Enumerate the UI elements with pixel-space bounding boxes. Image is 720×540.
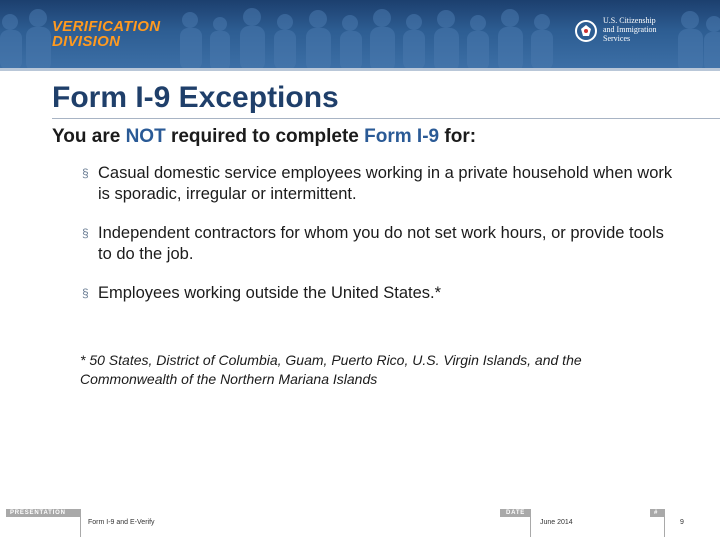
list-item-text: Independent contractors for whom you do not set work hours, or provide tools to do the job.: [98, 224, 664, 263]
dhs-seal-icon: [574, 19, 598, 43]
bullet-marker: §: [82, 166, 89, 180]
subtitle-text-1: You are: [52, 126, 126, 147]
list-item-text: Employees working outside the United States.*: [98, 284, 442, 302]
uscis-wordmark: [603, 16, 683, 43]
presentation-label: PRESENTATION: [10, 510, 66, 516]
agency-line-2: and Immigration: [603, 25, 657, 34]
subtitle-text-2: required to complete: [165, 126, 365, 147]
subtitle-not-emphasis: NOT: [125, 126, 166, 147]
date-label: DATE: [506, 510, 526, 516]
slide-footer: [0, 505, 720, 540]
division-line-1: VERIFICATION: [52, 18, 161, 35]
page-label: #: [654, 510, 659, 516]
slide-title: Form I-9 Exceptions: [52, 81, 339, 114]
list-item: [80, 223, 680, 265]
footer-divider: [80, 509, 81, 537]
subtitle-text-3: for:: [439, 126, 477, 147]
footnote: * 50 States, District of Columbia, Guam, Puerto Rico, U.S. Virgin Islands, and the Commonwealth of the Northern Mariana Islands: [80, 352, 582, 387]
list-item-text: Casual domestic service employees working in a private household when work is sporadic, irregular or intermittent.: [98, 164, 673, 203]
list-item: [80, 283, 680, 304]
bullet-marker: §: [82, 286, 89, 300]
title-divider: [52, 118, 720, 119]
date-value: June 2014: [540, 519, 573, 526]
bullet-marker: §: [82, 226, 89, 240]
presentation-value: Form I-9 and E-Verify: [88, 519, 155, 526]
division-line-2: DIVISION: [52, 33, 121, 50]
slide-subtitle: [52, 125, 476, 149]
subtitle-form-emphasis: Form I-9: [364, 126, 440, 147]
page-number: 9: [680, 519, 684, 526]
footer-divider: [530, 509, 531, 537]
list-item: [80, 163, 680, 205]
exception-list: [80, 163, 680, 322]
verification-division-logo: [52, 19, 160, 49]
footer-divider: [664, 509, 665, 537]
agency-line-3: Services: [603, 34, 631, 43]
banner-divider: [0, 68, 720, 71]
header-banner: [0, 0, 720, 68]
agency-line-1: U.S. Citizenship: [603, 16, 656, 25]
